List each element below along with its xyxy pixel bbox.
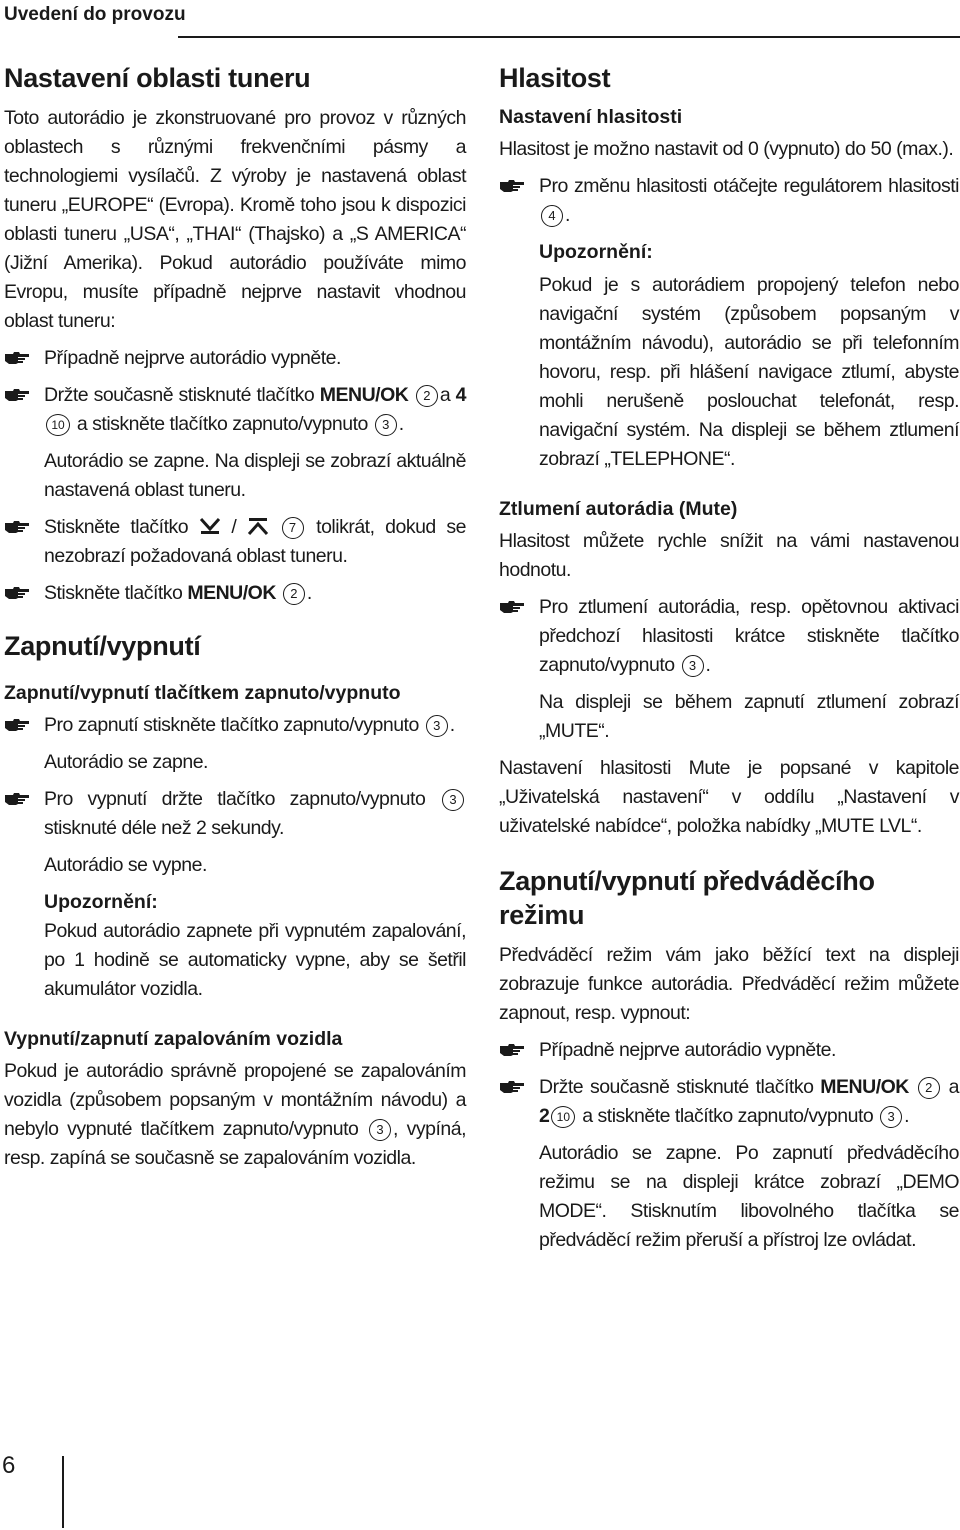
tuner-intro: Toto autorádio je zkonstruované pro provoz v různých oblastech s různými frekvenčními pásmy a technologiemi vysílačů. Z výroby je nastavená oblast tuneru „EUROPE“ (Evropa). Kromě toho jsou k dispozici oblasti tuneru „USA“, „THAI“ (Thajsko) a „S AMERICA“ (Jižní Amerika). Pokud autorádio používáte mimo Evropu, musíte případně nejprve nastavit vhodnou oblast tuneru: <box>4 106 466 332</box>
power-subtitle-ignition: Vypnutí/zapnutí zapalováním vozidla <box>4 1027 343 1050</box>
power-step-2: Pro vypnutí držte tlačítko zapnuto/vypnuto 3 stisknuté déle než 2 sekundy. Autorádio se vypne. Upozornění: Pokud autorádio zapnete při vypnutém zapalování, po 1 hodině se automaticky vypne, aby se šetřil akumulátor vozidla. <box>4 785 466 1004</box>
volume-note-title: Upozornění: <box>539 241 653 264</box>
power-step-1-note: Autorádio se zapne. <box>44 750 208 773</box>
mute-step-1-note: Na displeji se během zapnutí ztlumení zobrazí „MUTE“. <box>539 691 959 743</box>
pointing-hand-icon <box>4 586 30 600</box>
menu-ok-label: MENU/OK <box>820 1075 909 1098</box>
arrow-up-bar-icon <box>247 517 269 535</box>
arrow-down-bar-icon <box>199 517 221 535</box>
header-title: Uvedení do provozu <box>4 4 186 25</box>
pointing-hand-icon <box>4 388 30 402</box>
demo-step-2-note: Autorádio se zapne. Po zapnutí předváděcího režimu se na displeji krátce zobrazí „DEMO MODE“. Stisknutím libovolného tlačítka se předváděcí režim přeruší a přístroj lze ovládat. <box>539 1141 959 1251</box>
pointing-hand-icon <box>4 792 30 806</box>
demo-step-1: Případně nejprve autorádio vypněte. <box>499 1036 959 1065</box>
button-number-badge: 10 <box>46 414 70 436</box>
button-number-badge: 3 <box>442 789 464 811</box>
power-step-1: Pro zapnutí stiskněte tlačítko zapnuto/vypnuto 3 . Autorádio se zapne. <box>4 711 466 777</box>
pointing-hand-icon <box>499 1080 525 1094</box>
pointing-hand-icon <box>499 179 525 193</box>
tuner-step-3: Stiskněte tlačítko / 7 tolikrát, dokud se nezobrazí požadovaná oblast tuneru. <box>4 513 466 571</box>
power-subtitle-button: Zapnutí/vypnutí tlačítkem zapnuto/vypnuto <box>4 681 401 704</box>
pointing-hand-icon <box>4 718 30 732</box>
button-number-badge: 3 <box>369 1119 391 1141</box>
button-number-badge: 4 <box>541 205 563 227</box>
tuner-section-title: Nastavení oblasti tuneru <box>4 63 311 93</box>
pointing-hand-icon <box>4 351 30 365</box>
tuner-step-4: Stiskněte tlačítko MENU/OK 2 . <box>4 579 466 608</box>
button-number-badge: 7 <box>282 517 304 539</box>
tuner-step-2-note: Autorádio se zapne. Na displeji se zobrazí aktuálně nastavená oblast tuneru. <box>44 449 466 501</box>
button-number-badge: 10 <box>551 1106 575 1128</box>
demo-step-2: Držte současně stisknuté tlačítko MENU/OK 2 a 2 10 a stiskněte tlačítko zapnuto/vypnuto 3 . Autorádio se zapne. Po zapnutí předváděcího režimu se na displeji krátce zobrazí „DEMO MODE“. Stisknutím libovolného tlačítka se předváděcí režim přeruší a přístroj lze ovládat. <box>499 1073 959 1255</box>
menu-ok-label: MENU/OK <box>187 581 276 604</box>
pointing-hand-icon <box>4 520 30 534</box>
button-number-badge: 3 <box>880 1106 902 1128</box>
header-rule <box>178 36 960 38</box>
mute-level-text: Nastavení hlasitosti Mute je popsané v kapitole „Uživatelská nastavení“ v oddílu „Nastavení v uživatelské nabídce“, položka nabídky „MUTE LVL“. <box>499 757 959 838</box>
page-number: 6 <box>2 1452 16 1479</box>
demo-intro: Předváděcí režim vám jako běžící text na displeji zobrazuje funkce autorádia. Předváděcí režim můžete zapnout, resp. vypnout: <box>499 943 959 1024</box>
demo-section-title: Zapnutí/vypnutí předváděcího režimu <box>499 866 875 931</box>
power-note-title: Upozornění: <box>44 890 158 913</box>
left-column <box>4 62 466 1173</box>
volume-note-text: Pokud je s autorádiem propojený telefon nebo navigační systém (způsobem popsaným v montážním návodu), autorádio se při telefonním hovoru, resp. při hlášení navigace ztlumí, abyste mohli nerušeně poslouchat telefonát, resp. navigační systém. Na displeji se během ztlumení zobrazí „TELEPHONE“. <box>539 274 959 471</box>
power-note-text: Pokud autorádio zapnete při vypnutém zapalování, po 1 hodině se automaticky vypne, aby se šetřil akumulátor vozidla. <box>44 919 466 1000</box>
page-number-rule <box>62 1456 64 1528</box>
power-step-2-note: Autorádio se vypne. <box>44 853 207 876</box>
volume-section-title: Hlasitost <box>499 63 611 93</box>
power-section-title: Zapnutí/vypnutí <box>4 630 201 661</box>
mute-intro: Hlasitost můžete rychle snížit na vámi nastavenou hodnotu. <box>499 530 959 582</box>
volume-subtitle-set: Nastavení hlasitosti <box>499 105 683 128</box>
button-number-badge: 3 <box>682 655 704 677</box>
button-number-badge: 2 <box>416 385 438 407</box>
button-number-badge: 3 <box>375 414 397 436</box>
pointing-hand-icon <box>499 600 525 614</box>
button-number-badge: 2 <box>283 583 305 605</box>
pointing-hand-icon <box>499 1043 525 1057</box>
button-number-badge: 3 <box>426 715 448 737</box>
volume-range-text: Hlasitost je možno nastavit od 0 (vypnuto) do 50 (max.). <box>499 138 954 161</box>
button-number-badge: 2 <box>918 1077 940 1099</box>
ignition-text: Pokud je autorádio správně propojené se zapalováním vozidla (způsobem popsaným v montážním návodu) a nebylo vypnuté tlačítkem zapnuto/vypnuto 3 , vypíná, resp. zapíná se současně se zapalováním vozidla. <box>4 1060 466 1170</box>
tuner-step-2: Držte současně stisknuté tlačítko MENU/OK 2 a 410 a stiskněte tlačítko zapnuto/vypnuto 3 . Autorádio se zapne. Na displeji se zobrazí aktuálně nastavená oblast tuneru. <box>4 381 466 505</box>
right-column <box>499 62 959 1263</box>
volume-subtitle-mute: Ztlumení autorádia (Mute) <box>499 498 738 521</box>
tuner-step-1: Případně nejprve autorádio vypněte. <box>4 344 466 373</box>
mute-step-1: Pro ztlumení autorádia, resp. opětovnou aktivaci předchozí hlasitosti krátce stiskněte tlačítko zapnuto/vypnuto 3 . Na displeji se během zapnutí ztlumení zobrazí „MUTE“. <box>499 593 959 746</box>
volume-step-1: Pro změnu hlasitosti otáčejte regulátorem hlasitosti 4 . Upozornění: Pokud je s autorádiem propojený telefon nebo navigační systém (způsobem popsaným v montážním návodu), autorádio se při telefonním hovoru, resp. při hlášení navigace ztlumí, abyste mohli nerušeně poslouchat telefonát, resp. navigační systém. Na displeji se během ztlumení zobrazí „TELEPHONE“. <box>499 172 959 474</box>
menu-ok-label: MENU/OK <box>319 383 409 406</box>
